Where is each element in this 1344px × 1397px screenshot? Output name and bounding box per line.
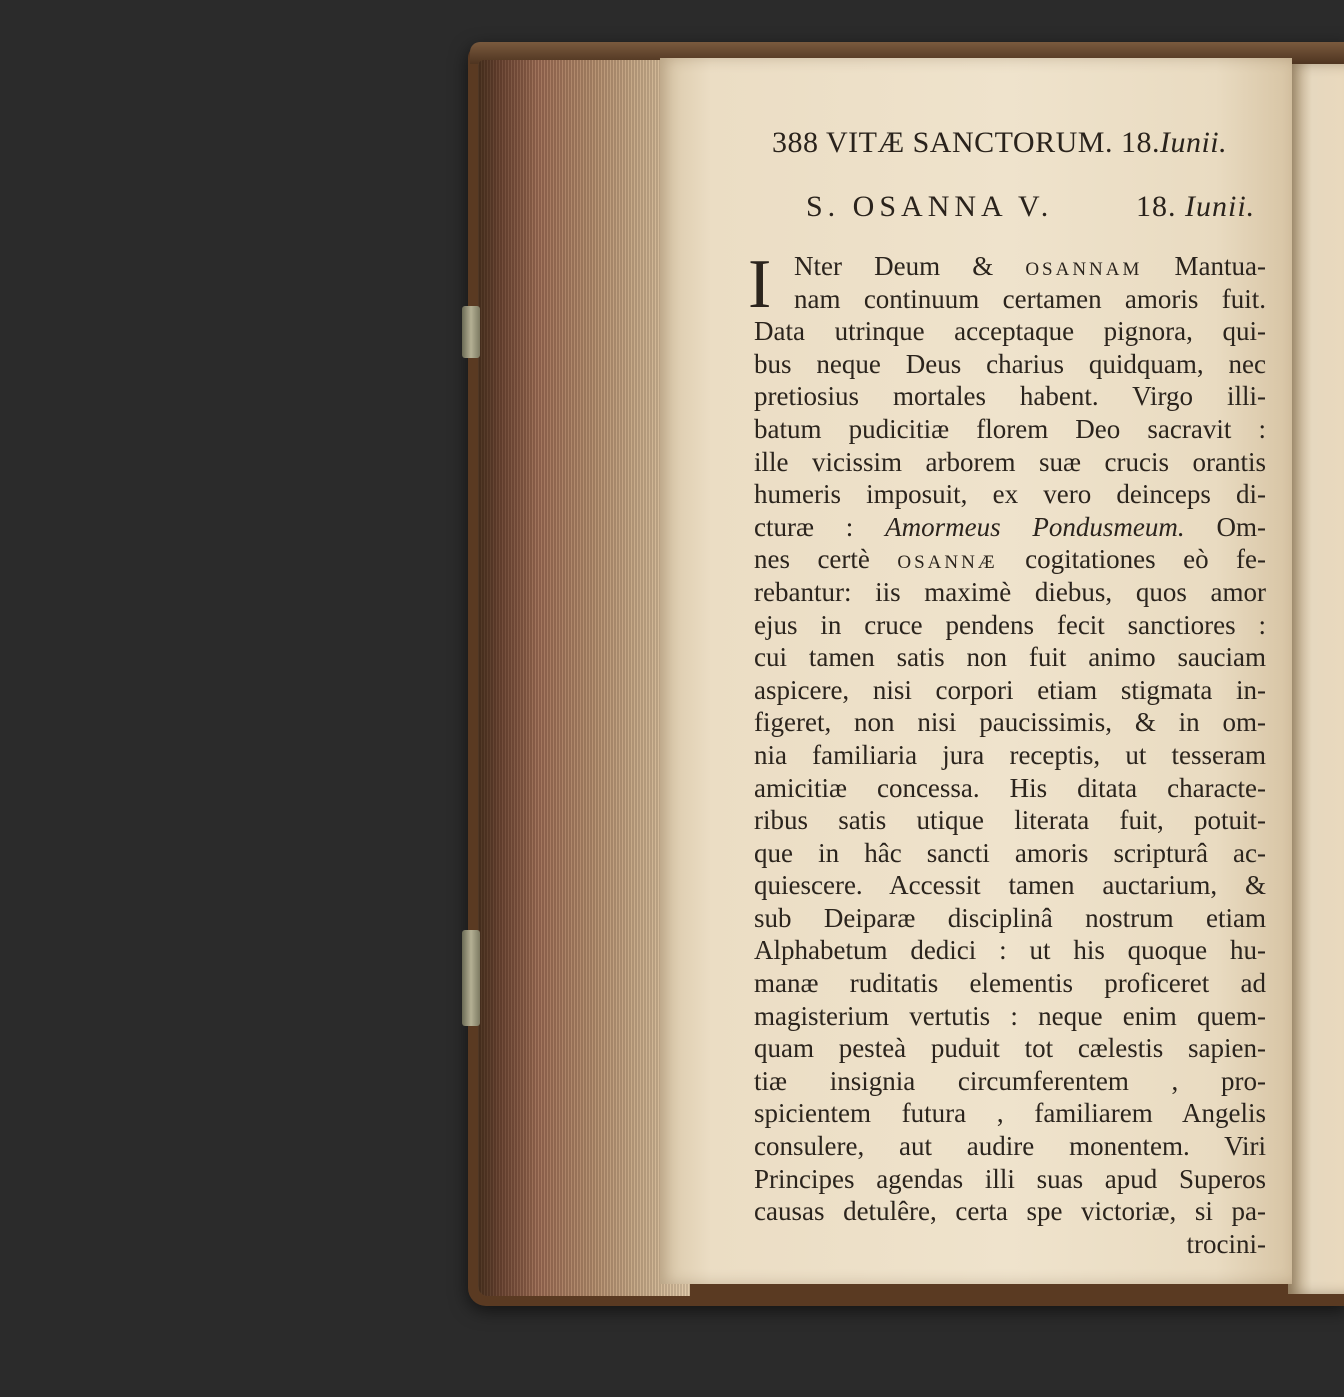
text-segment: Nter Deum & (794, 251, 1026, 281)
text-segment: Principes agendas illi suas apud Superos (754, 1163, 1266, 1194)
section-date (1136, 190, 1255, 224)
text-line (754, 869, 1266, 902)
text-line (754, 609, 1266, 642)
text-segment: Mantua- (1142, 251, 1266, 281)
text-line (754, 576, 1266, 609)
text-segment: humeris imposuit, ex vero deinceps di- (754, 479, 1266, 510)
text-line (754, 348, 1266, 381)
clasp-top (462, 306, 480, 358)
text-segment: consulere, aut audire monentem. Viri (754, 1131, 1266, 1162)
text-line (754, 413, 1266, 446)
text-segment: nia familiaria jura receptis, ut tesseram (754, 739, 1266, 770)
facing-page-edge (1288, 64, 1344, 1294)
text-line (754, 1130, 1266, 1163)
text-segment: trocini- (1186, 1228, 1266, 1259)
text-segment: Data utrinque acceptaque pignora, qui- (754, 316, 1266, 347)
text-segment: quam pesteà puduit tot cælestis sapien- (754, 1033, 1266, 1064)
text-line (754, 1097, 1266, 1130)
text-line (754, 478, 1266, 511)
text-segment: ejus in cruce pendens fecit sanctiores : (754, 609, 1266, 640)
text-line (754, 641, 1266, 674)
text-line (754, 380, 1266, 413)
text-segment: nes certè (754, 544, 898, 575)
clasp-bottom (462, 930, 480, 1026)
body-text (748, 246, 1267, 1260)
text-segment: OSANNÆ (897, 552, 998, 574)
page-number: 388 (772, 126, 819, 159)
text-segment: nam continuum certamen amoris fuit. (794, 283, 1266, 314)
text-segment: Amormeus Pondusmeum. (885, 511, 1185, 542)
running-head-month: Iunii. (1159, 126, 1228, 159)
text-segment: Alphabetum dedici : ut his quoque hu- (754, 935, 1266, 966)
text-line (754, 837, 1266, 870)
text-line (754, 1163, 1266, 1196)
text-segment: OSANNAM (1025, 259, 1143, 280)
section-date-num: 18. (1136, 190, 1177, 223)
text-segment: amicitiæ concessa. His ditata characte- (754, 772, 1266, 803)
text-segment: rebantur: iis maximè diebus, quos amor (754, 576, 1266, 607)
text-segment: figeret, non nisi paucissimis, & in om- (754, 707, 1266, 738)
text-line (754, 283, 1266, 316)
section-title: S. OSANNA V. (806, 190, 1054, 223)
text-segment: spicientem futura , familiarem Angelis (754, 1098, 1266, 1129)
text-segment: sub Deiparæ disciplinâ nostrum etiam (754, 902, 1266, 933)
text-line (754, 934, 1266, 967)
text-segment: cui tamen satis non fuit animo sauciam (754, 642, 1266, 673)
text-segment: ribus satis utique literata fuit, potuit- (754, 805, 1266, 836)
text-segment: tiæ insignia circumferentem , pro- (754, 1065, 1266, 1096)
running-head (772, 126, 1272, 160)
text-segment: bus neque Deus charius quidquam, nec (754, 348, 1266, 379)
text-segment: manæ ruditatis elementis proficeret ad (754, 968, 1266, 999)
text-segment: cturæ : (754, 511, 886, 542)
text-line (754, 902, 1266, 935)
text-segment: magisterium vertutis : neque enim quem- (754, 1000, 1266, 1031)
text-line (754, 674, 1266, 707)
text-line (754, 1065, 1266, 1098)
text-segment: cogitationes eò fe- (997, 544, 1267, 575)
page-block-shadow (478, 60, 538, 1296)
text-line (754, 1228, 1266, 1261)
running-head-date: 18. (1120, 126, 1160, 159)
text-segment: batum pudicitiæ florem Deo sacravit : (754, 413, 1266, 444)
text-line (754, 804, 1266, 837)
section-date-month: Iunii. (1185, 190, 1256, 223)
text-segment: quiescere. Accessit tamen auctarium, & (754, 870, 1266, 901)
text-segment: aspicere, nisi corpori etiam stigmata in- (754, 674, 1266, 705)
text-line (754, 739, 1266, 772)
text-segment: ille vicissim arborem suæ crucis orantis (754, 446, 1266, 477)
text-line (754, 446, 1266, 479)
text-segment: pretiosius mortales habent. Virgo illi- (754, 381, 1266, 412)
text-line (754, 250, 1266, 283)
text-line (754, 772, 1266, 805)
text-segment: causas detulêre, certa spe victoriæ, si pa- (754, 1196, 1266, 1227)
text-segment: Om- (1184, 511, 1266, 542)
text-line (754, 706, 1266, 739)
text-line (754, 1195, 1266, 1228)
text-line (754, 967, 1266, 1000)
text-line (754, 1032, 1266, 1065)
section-heading (806, 190, 1256, 224)
text-segment: que in hâc sancti amoris scripturâ ac- (754, 837, 1266, 868)
text-line (754, 315, 1266, 348)
running-head-title: VITÆ SANCTORUM. (825, 126, 1113, 159)
text-line (754, 511, 1266, 544)
text-line (754, 1000, 1266, 1033)
text-line (754, 543, 1266, 576)
drop-cap: I (748, 246, 772, 323)
